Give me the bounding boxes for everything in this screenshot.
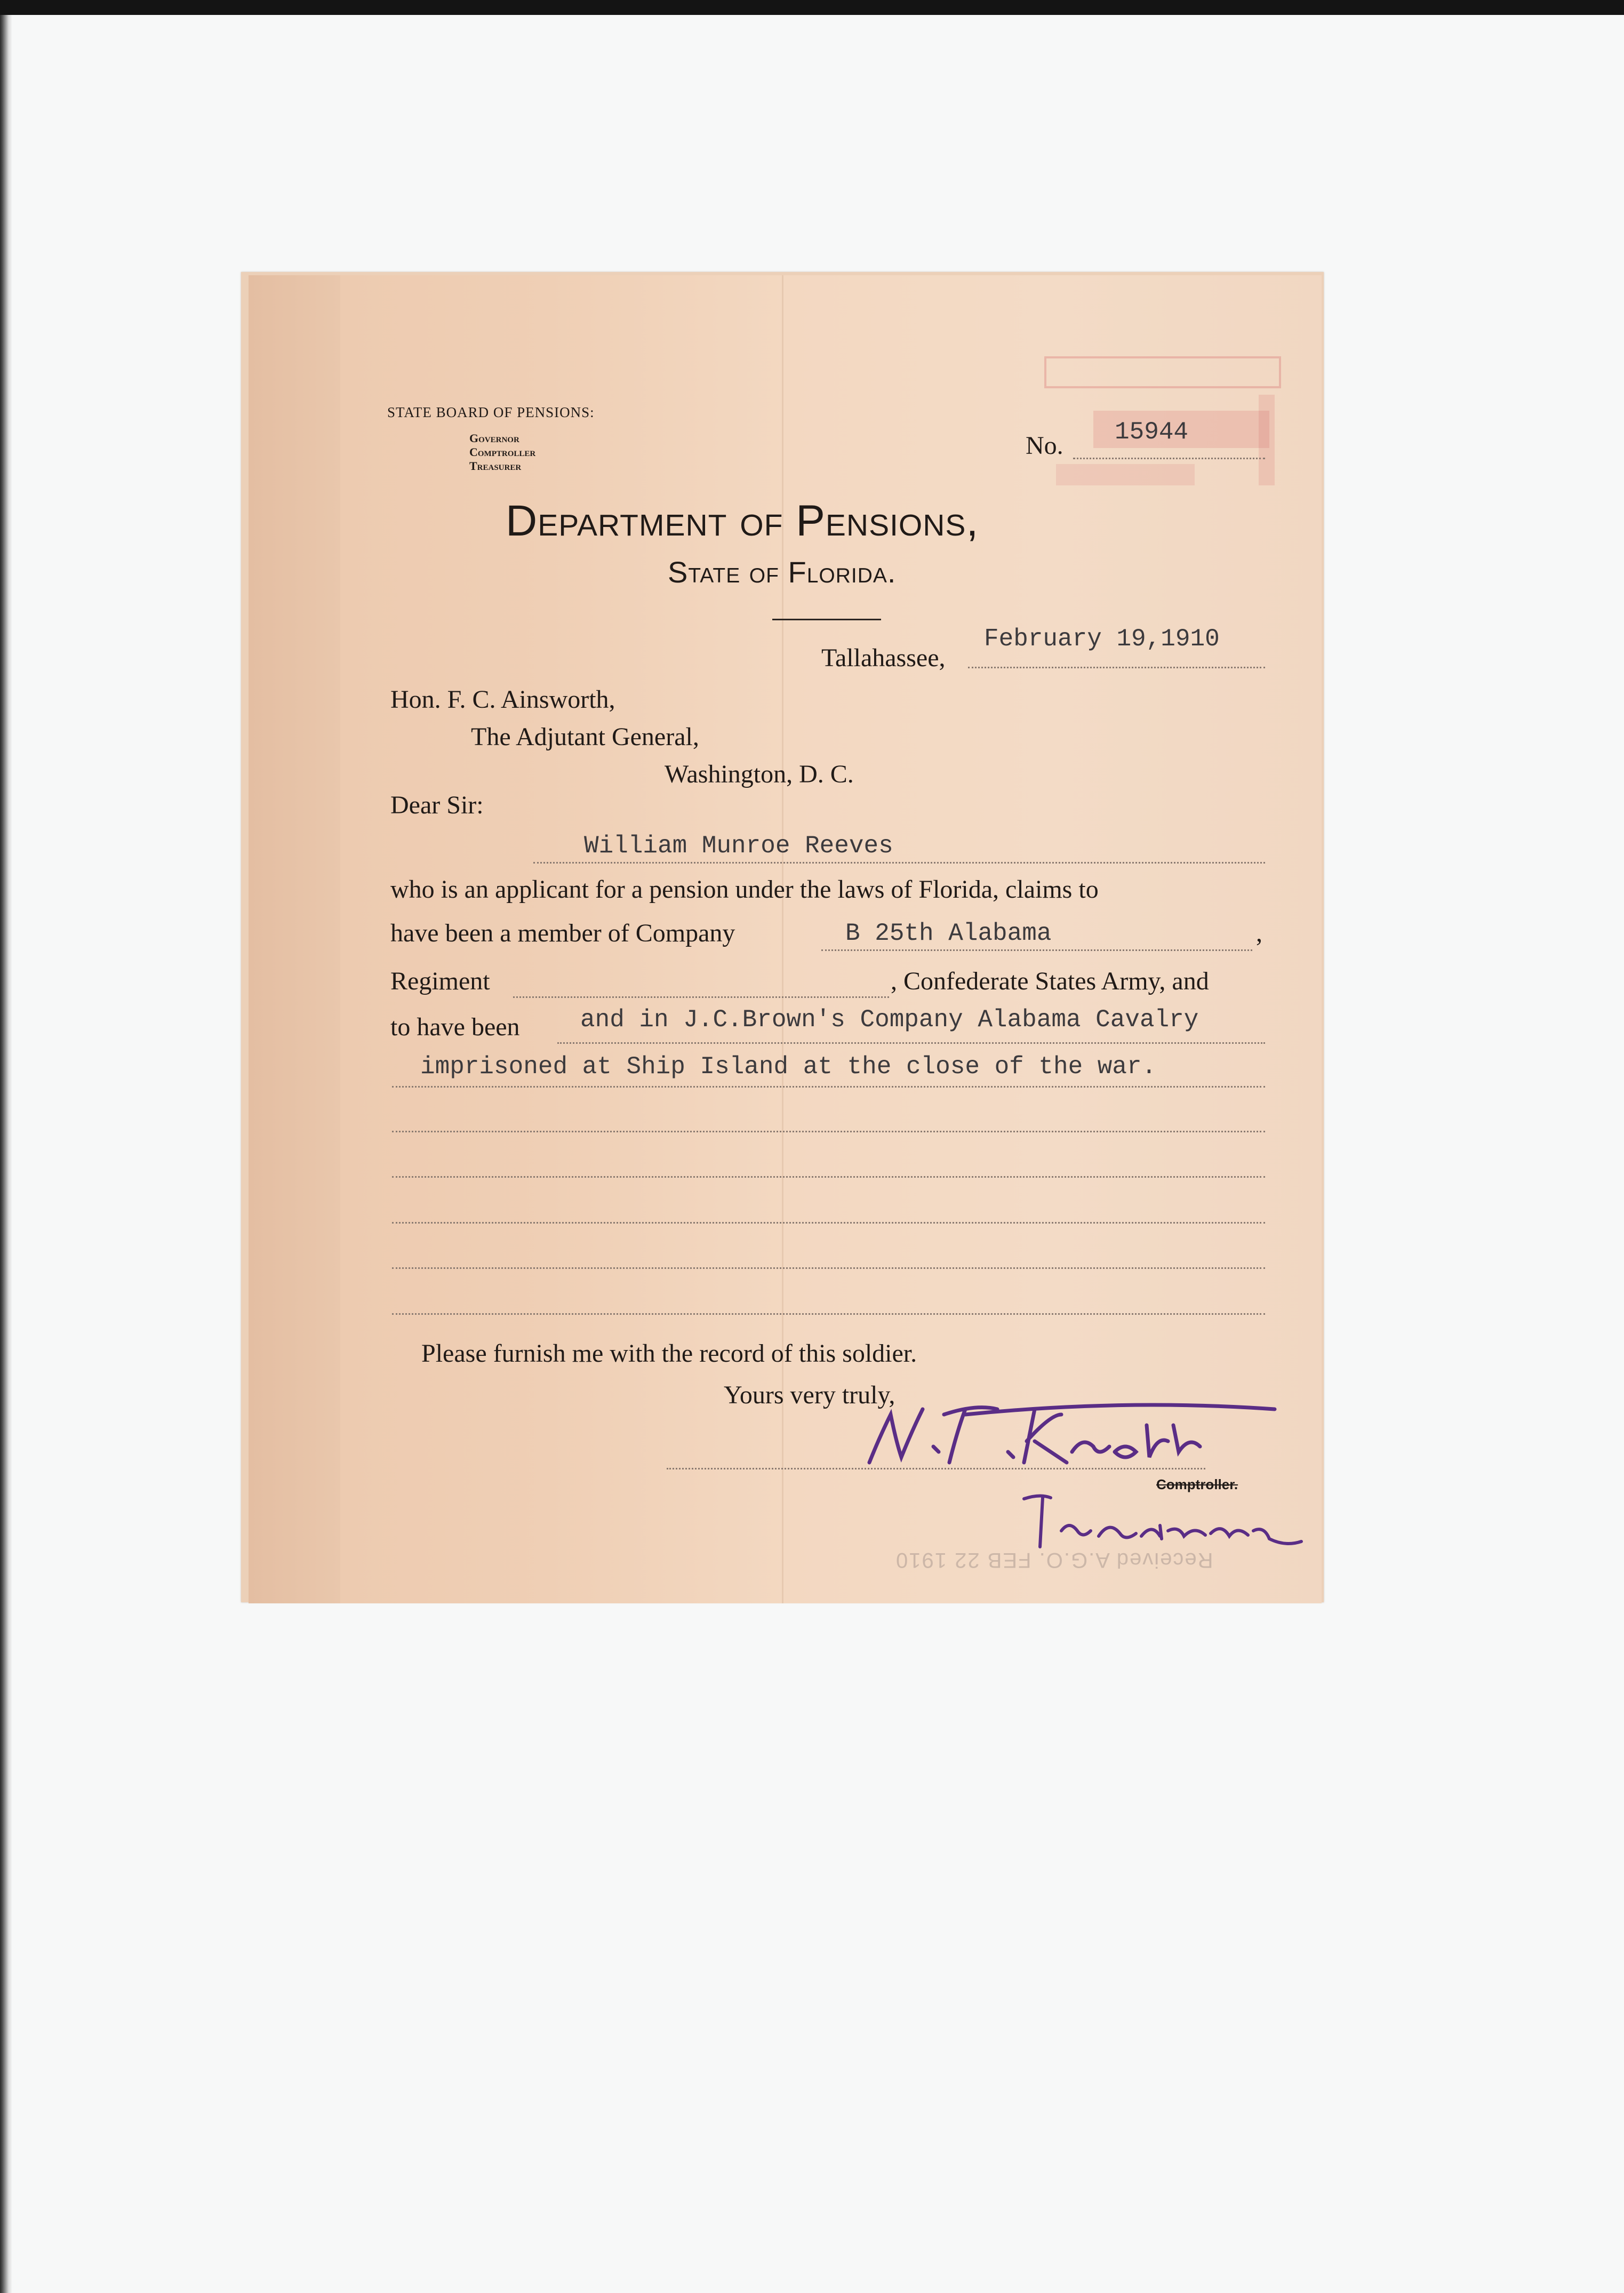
- title-rule: [772, 619, 881, 620]
- salutation: Dear Sir:: [390, 791, 484, 819]
- body-sentence-1: who is an applicant for a pension under the laws of Florida, claims to: [390, 875, 1099, 904]
- applicant-line: [533, 862, 1265, 864]
- scanner-top-edge: [0, 0, 1624, 15]
- board-member-treasurer: Treasurer: [469, 459, 522, 473]
- board-title: STATE BOARD OF PENSIONS:: [387, 404, 595, 420]
- dateline-line: [968, 667, 1265, 668]
- company-comma: ,: [1256, 919, 1262, 947]
- applicant-name: William Munroe Reeves: [584, 832, 893, 860]
- dateline-date: February 19,1910: [984, 625, 1220, 653]
- continuation-line-1: [392, 1086, 1265, 1088]
- closing-request: Please furnish me with the record of this soldier.: [421, 1339, 917, 1368]
- closing-valediction: Yours very truly,: [724, 1381, 895, 1409]
- number-label: No.: [1026, 432, 1063, 460]
- blank-line-6: [392, 1313, 1265, 1315]
- continuation-text: imprisoned at Ship Island at the close of the war.: [420, 1053, 1157, 1081]
- blank-line-3: [392, 1176, 1265, 1178]
- page-subtitle: State of Florida.: [668, 555, 897, 589]
- signature-art: [859, 1393, 1285, 1473]
- dateline-place: Tallahassee,: [821, 644, 946, 672]
- address-line-3: Washington, D. C.: [665, 760, 854, 788]
- have-been-label: to have been: [390, 1013, 520, 1041]
- scanner-left-edge: [0, 15, 12, 2293]
- office-struck: Comptroller.: [1156, 1476, 1238, 1492]
- address-line-2: The Adjutant General,: [471, 723, 699, 751]
- address-line-1: Hon. F. C. Ainsworth,: [390, 685, 615, 714]
- blank-line-5: [392, 1267, 1265, 1269]
- blank-line-2: [392, 1131, 1265, 1132]
- number-line: [1073, 458, 1265, 459]
- paper-left-strip: [249, 275, 340, 1603]
- company-value: B 25th Alabama: [845, 920, 1052, 947]
- number-value: 15944: [1115, 418, 1189, 446]
- page-title: Department of Pensions,: [506, 497, 979, 545]
- have-been-line: [557, 1042, 1265, 1044]
- company-line: [821, 949, 1252, 951]
- regiment-line: [513, 996, 889, 998]
- regiment-suffix: , Confederate States Army, and: [891, 967, 1209, 995]
- regiment-label: Regiment: [390, 967, 490, 995]
- company-prefix: have been a member of Company: [390, 919, 735, 947]
- board-member-comptroller: Comptroller: [469, 445, 536, 459]
- blank-line-4: [392, 1222, 1265, 1224]
- have-been-value: and in J.C.Brown's Company Alabama Cavalry: [580, 1006, 1199, 1034]
- received-stamp: Received A.G.O. FEB 22 1910: [895, 1548, 1213, 1572]
- board-member-governor: Governor: [469, 432, 519, 445]
